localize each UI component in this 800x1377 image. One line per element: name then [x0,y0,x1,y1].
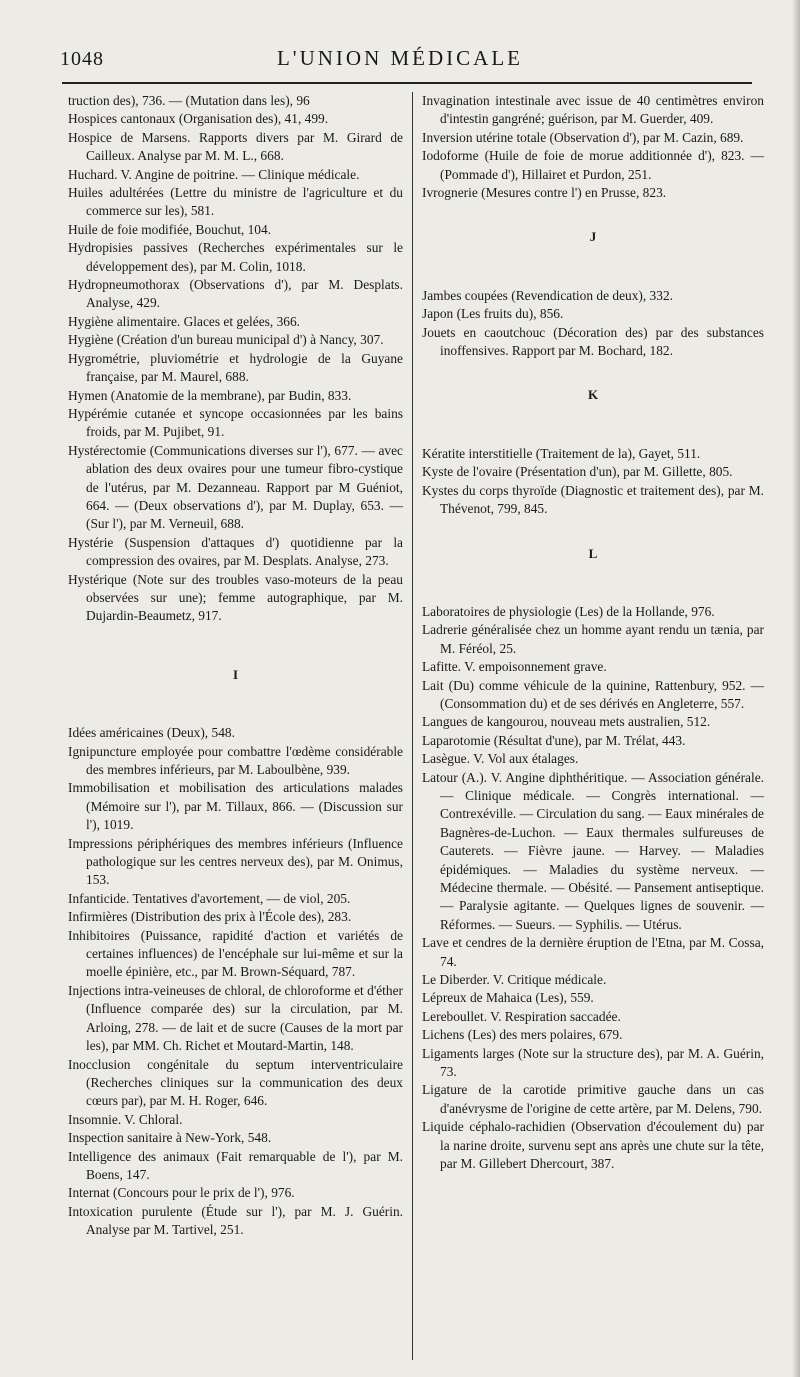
index-entry: Idées américaines (Deux), 548. [68,725,235,741]
index-entry: Inspection sanitaire à New-York, 548. [68,1130,272,1146]
section-letter: J [589,229,597,245]
section-gap [422,247,764,287]
index-entry: Hystérectomie (Communications diverses sur l'), 677. — avec ablation des deux ovaires pour une tumeur fibro-cystique de l'utérus, par M. Dezanneau. Rapport par M Guéniot, 664. — (Deux observations d'), par M. Duplay, 653. — (Sur l'), par M. Verneuil, 688. [68,442,403,532]
index-entry: Kystes du corps thyroïde (Diagnostic et traitement des), par M. Thévenot, 799, 845. [422,482,764,517]
index-entry: Ladrerie généralisée chez un homme ayant rendu un tænia, par M. Féréol, 25. [422,622,764,656]
index-entry: Insomnie. V. Chloral. [68,1111,183,1127]
section-gap [422,360,764,386]
index-entry: Injections intra-veineuses de chloral, de chloroforme et d'éther (Influence comparée des) sur la circulation, par M. Arloing, 278. — de lait et de sucre (Causes de la mort par les), par MM. Ch. Richet et Moutard-Martin, 148. [68,982,403,1054]
index-entry: Ligaments larges (Note sur la structure des), par M. A. Guérin, 73. [422,1045,764,1080]
index-entry: Hospice de Marsens. Rapports divers par M. Girard de Cailleux. Analyse par M. M. L., 668. [68,129,403,164]
section-gap [68,684,403,724]
index-entry: Huile de foie modifiée, Bouchut, 104. [68,221,272,237]
index-entry: Hygrométrie, pluviométrie et hydrologie de la Guyane française, par M. Maurel, 688. [68,350,403,385]
index-entry: Liquide céphalo-rachidien (Observation d'écoulement du) par la narine droite, survenu sept ans après une chute sur la tête, par M. Gillebert Dhercourt, 387. [422,1119,764,1172]
index-entry: Japon (Les fruits du), 856. [422,306,564,322]
index-entry: Infanticide. Tentatives d'avortement, — de viol, 205. [68,890,351,906]
index-entry: Jouets en caoutchouc (Décoration des) par des substances inoffensives. Rapport par M. Bochard, 182. [422,324,764,359]
section-gap [68,626,403,666]
index-entry: Hydropneumothorax (Observations d'), par M. Desplats. Analyse, 429. [68,277,403,311]
index-entry: Impressions périphériques des membres inférieurs (Influence pathologique sur les centres nerveux des), par M. Onimus, 153. [68,835,403,888]
section-gap [422,563,764,603]
index-entry: Inversion utérine totale (Observation d'), par M. Cazin, 689. [422,129,744,145]
index-entry: Hystérie (Suspension d'attaques d') quotidienne par la compression des ovaires, par M. Desplats. Analyse, 273. [68,534,403,569]
index-entry: Lichens (Les) des mers polaires, 679. [422,1027,623,1043]
index-entry: Latour (A.). V. Angine diphthéritique. — Association générale. — Clinique médicale. — Congrès international. — Contrexéville. — Circulation du sang. — Eaux minérales de Bagnères-de-Luchon. — Eaux thermales sulfureuses de Cauterets. — Fièvre jaune. — Harvey. — Maladies épidémiques. — Maladies du système nerveux. — Médecine thermale. — Obésité. — Pansement antiseptique. — Paralysie agitante. — Quelques lignes de souvenir. — Réformes. — Sueurs. — Syphilis. — Utérus. [422,769,764,932]
index-entry: Lait (Du) comme véhicule de la quinine, Rattenbury, 952. — (Consommation du) et de ses dérivés en Angleterre, 557. [422,677,764,711]
page-number: 1048 [60,48,104,70]
index-entry: Iodoforme (Huile de foie de morue additionnée d'), 823. — (Pommade d'), Hillairet et Purdon, 251. [422,148,764,182]
index-entry: Hygiène (Création d'un bureau municipal d') à Nancy, 307. [68,332,384,348]
section-gap [422,405,764,445]
index-entry: Hydropisies passives (Recherches expérimentales sur le développement des), par M. Colin, 1018. [68,240,403,274]
index-entry: Inhibitoires (Puissance, rapidité d'action et variétés de certaines influences) de l'encéphale sur lui-même et sur la moelle épinière, etc., par M. Brown-Séquard, 787. [68,927,403,980]
page-edge-shadow [792,0,800,1377]
index-entry: Inocclusion congénitale du septum interventriculaire (Recherches cliniques sur la communication des deux cœurs par), par M. H. Roger, 646. [68,1056,403,1109]
index-entry: Lereboullet. V. Respiration saccadée. [422,1008,621,1024]
section-gap [422,519,764,545]
section-gap [422,202,764,228]
index-entry: Lave et cendres de la dernière éruption de l'Etna, par M. Cossa, 74. [422,935,764,969]
index-entry: Hystérique (Note sur des troubles vaso-moteurs de la peau observées sur une); femme autographique, par M. Dujardin-Beaumetz, 917. [68,571,403,624]
section-letter: I [232,666,239,682]
index-entry: Le Diberder. V. Critique médicale. [422,972,607,988]
index-entry: Lépreux de Mahaica (Les), 559. [422,990,594,1006]
index-entry: truction des), 736. — (Mutation dans les), 96 [68,93,310,108]
index-entry: Hymen (Anatomie de la membrane), par Budin, 833. [68,387,352,403]
index-entry: Invagination intestinale avec issue de 40 centimètres environ d'intestin gangréné; guérison, par M. Guerder, 409. [422,93,764,127]
running-head-title: L'UNION MÉDICALE [276,46,523,70]
header-rule [62,82,752,84]
index-entry: Kyste de l'ovaire (Présentation d'un), par M. Gillette, 805. [422,464,733,480]
index-entry: Jambes coupées (Revendication de deux), 332. [422,287,673,303]
index-entry: Hospices cantonaux (Organisation des), 41, 499. [68,111,329,127]
column-divider [412,92,413,1360]
index-entry: Hypérémie cutanée et syncope occasionnées par les bains froids, par M. Pujibet, 91. [68,405,403,440]
index-entry: Lafitte. V. empoisonnement grave. [422,659,607,675]
index-entry: Laboratoires de physiologie (Les) de la Hollande, 976. [422,603,715,619]
index-entry: Ignipuncture employée pour combattre l'œdème considérable des membres inférieurs, par M. Laboulbène, 939. [68,743,403,777]
index-entry: Intoxication purulente (Étude sur l'), par M. J. Guérin. Analyse par M. Tartivel, 251. [68,1203,403,1238]
index-entry: Ivrognerie (Mesures contre l') en Prusse, 823. [422,185,667,201]
index-entry: Langues de kangourou, nouveau mets australien, 512. [422,714,711,730]
section-letter: L [588,545,598,561]
index-entry: Lasègue. V. Vol aux étalages. [422,751,579,767]
left-column [68,92,403,1240]
index-entry: Huchard. V. Angine de poitrine. — Clinique médicale. [68,166,360,182]
index-entry: Kératite interstitielle (Traitement de la), Gayet, 511. [422,445,701,461]
index-entry: Huiles adultérées (Lettre du ministre de l'agriculture et du commerce sur les), 581. [68,185,403,219]
index-entry: Infirmières (Distribution des prix à l'École des), 283. [68,909,352,925]
index-entry: Immobilisation et mobilisation des articulations malades (Mémoire sur l'), par M. Tillaux, 866. — (Discussion sur l'), 1019. [68,780,403,833]
index-entry: Hygiène alimentaire. Glaces et gelées, 366. [68,313,301,329]
right-column [422,92,764,1174]
section-letter: K [587,387,599,403]
index-entry: Intelligence des animaux (Fait remarquable de l'), par M. Boens, 147. [68,1148,403,1182]
index-entry: Laparotomie (Résultat d'une), par M. Trélat, 443. [422,732,686,748]
index-entry: Internat (Concours pour le prix de l'), 976. [68,1185,295,1201]
index-entry: Ligature de la carotide primitive gauche dans un cas d'anévrysme de l'origine de cette artère, par M. Delens, 790. [422,1082,764,1116]
